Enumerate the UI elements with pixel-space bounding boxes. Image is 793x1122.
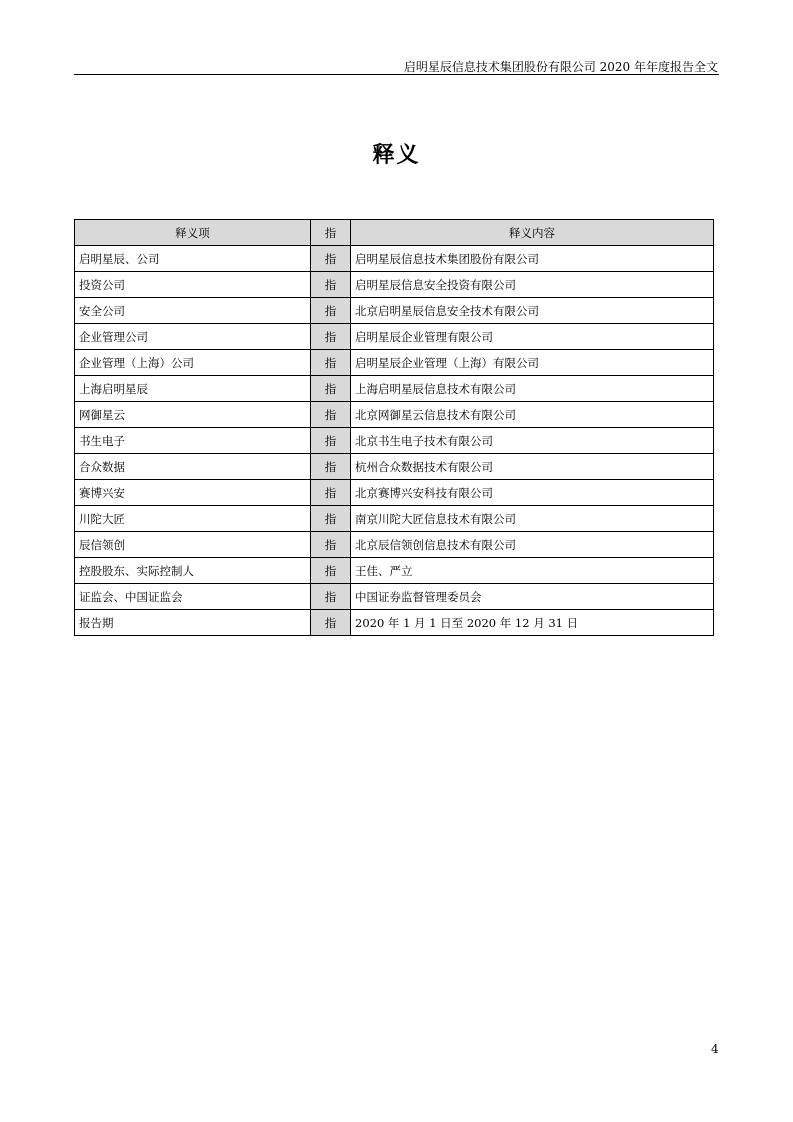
table-row — [75, 376, 714, 402]
definition-cell: 杭州合众数据技术有限公司 — [351, 454, 714, 480]
header-definition: 释义内容 — [351, 220, 714, 246]
header-refers: 指 — [311, 220, 351, 246]
definition-cell: 王佳、严立 — [351, 558, 714, 584]
term-cell: 启明星辰、公司 — [75, 246, 311, 272]
refers-cell: 指 — [311, 298, 351, 324]
table-row — [75, 428, 714, 454]
refers-cell: 指 — [311, 272, 351, 298]
term-cell: 控股股东、实际控制人 — [75, 558, 311, 584]
refers-cell: 指 — [311, 506, 351, 532]
refers-cell: 指 — [311, 532, 351, 558]
refers-cell: 指 — [311, 376, 351, 402]
definitions-table — [74, 219, 714, 636]
table-header-row — [75, 220, 714, 246]
table-row — [75, 610, 714, 636]
definition-cell: 2020 年 1 月 1 日至 2020 年 12 月 31 日 — [351, 610, 714, 636]
table-row — [75, 584, 714, 610]
header-term: 释义项 — [75, 220, 311, 246]
definition-cell: 北京书生电子技术有限公司 — [351, 428, 714, 454]
table-body — [75, 246, 714, 636]
definition-cell: 启明星辰企业管理（上海）有限公司 — [351, 350, 714, 376]
table-row — [75, 324, 714, 350]
refers-cell: 指 — [311, 350, 351, 376]
header-divider — [74, 74, 719, 75]
term-cell: 上海启明星辰 — [75, 376, 311, 402]
refers-cell: 指 — [311, 480, 351, 506]
definition-cell: 北京辰信领创信息技术有限公司 — [351, 532, 714, 558]
term-cell: 投资公司 — [75, 272, 311, 298]
term-cell: 安全公司 — [75, 298, 311, 324]
term-cell: 赛博兴安 — [75, 480, 311, 506]
term-cell: 书生电子 — [75, 428, 311, 454]
term-cell: 企业管理公司 — [75, 324, 311, 350]
term-cell: 企业管理（上海）公司 — [75, 350, 311, 376]
running-header: 启明星辰信息技术集团股份有限公司 2020 年年度报告全文 — [403, 60, 718, 74]
refers-cell: 指 — [311, 246, 351, 272]
refers-cell: 指 — [311, 402, 351, 428]
definition-cell: 北京启明星辰信息安全技术有限公司 — [351, 298, 714, 324]
definition-cell: 北京赛博兴安科技有限公司 — [351, 480, 714, 506]
table-row — [75, 272, 714, 298]
definition-cell: 上海启明星辰信息技术有限公司 — [351, 376, 714, 402]
term-cell: 辰信领创 — [75, 532, 311, 558]
table-row — [75, 298, 714, 324]
page-number: 4 — [711, 1042, 719, 1056]
table-row — [75, 402, 714, 428]
table-row — [75, 350, 714, 376]
definition-cell: 启明星辰信息技术集团股份有限公司 — [351, 246, 714, 272]
table-row — [75, 532, 714, 558]
page-title: 释义 — [372, 142, 421, 168]
table-row — [75, 558, 714, 584]
definition-cell: 启明星辰企业管理有限公司 — [351, 324, 714, 350]
term-cell: 报告期 — [75, 610, 311, 636]
table-row — [75, 480, 714, 506]
table-row — [75, 454, 714, 480]
term-cell: 证监会、中国证监会 — [75, 584, 311, 610]
definition-cell: 中国证券监督管理委员会 — [351, 584, 714, 610]
definition-cell: 北京网御星云信息技术有限公司 — [351, 402, 714, 428]
definition-cell: 启明星辰信息安全投资有限公司 — [351, 272, 714, 298]
refers-cell: 指 — [311, 454, 351, 480]
term-cell: 合众数据 — [75, 454, 311, 480]
refers-cell: 指 — [311, 324, 351, 350]
table-row — [75, 506, 714, 532]
refers-cell: 指 — [311, 610, 351, 636]
table-row — [75, 246, 714, 272]
definition-cell: 南京川陀大匠信息技术有限公司 — [351, 506, 714, 532]
term-cell: 网御星云 — [75, 402, 311, 428]
refers-cell: 指 — [311, 584, 351, 610]
term-cell: 川陀大匠 — [75, 506, 311, 532]
refers-cell: 指 — [311, 428, 351, 454]
refers-cell: 指 — [311, 558, 351, 584]
